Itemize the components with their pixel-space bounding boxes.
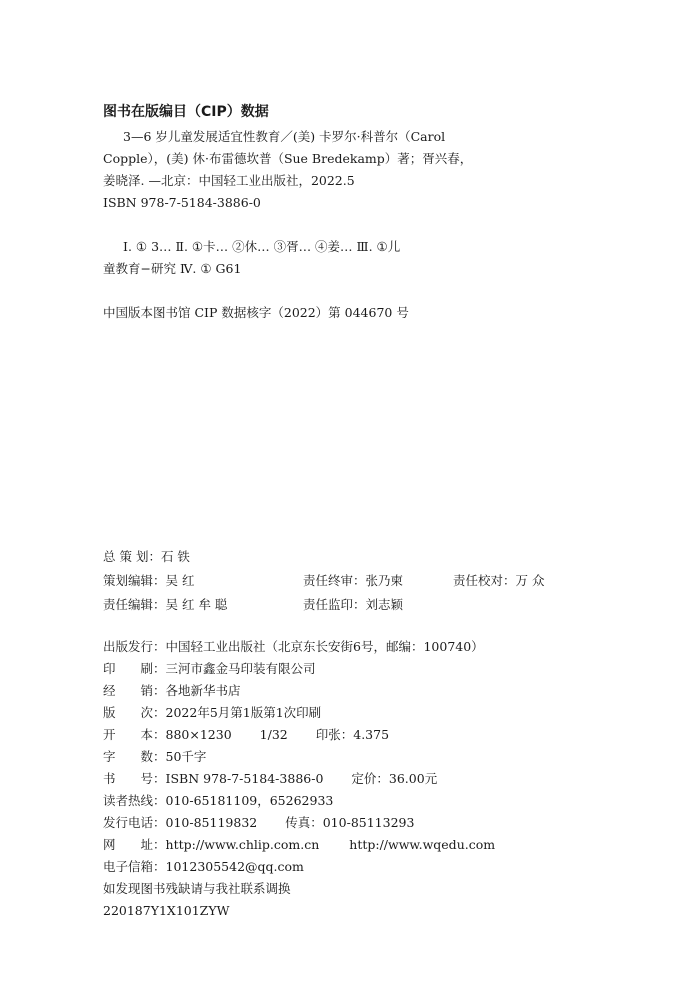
sales-phone-label: 发行电话： xyxy=(103,815,166,830)
website-link-2: http://www.wqedu.com xyxy=(349,837,496,852)
isbn-row xyxy=(103,770,437,788)
printer-label: 印 刷： xyxy=(103,661,166,676)
edition-value: 2022年5月第1版第1次印刷 xyxy=(165,705,322,720)
word-count-row xyxy=(103,748,206,766)
credits-row-2 xyxy=(103,572,583,590)
cip-record-line-2: Copple），(美) 休·布雷德坎普（Sue Bredekamp）著；胥兴春， xyxy=(103,151,473,166)
credits-row-3 xyxy=(103,596,583,614)
format-fraction: 1/32 xyxy=(259,727,288,742)
distributor-value: 各地新华书店 xyxy=(165,683,241,698)
printer-row xyxy=(103,660,316,678)
word-count-value: 50千字 xyxy=(165,749,207,764)
cip-isbn-line: ISBN 978-7-5184-3886-0 xyxy=(103,195,261,210)
isbn-value: ISBN 978-7-5184-3886-0 xyxy=(165,771,324,786)
final-reviewer: 责任终审：张乃柬 xyxy=(303,573,404,588)
email-row xyxy=(103,858,304,876)
website-link-1: http://www.chlip.com.cn xyxy=(165,837,320,852)
printer-value: 三河市鑫金马印装有限公司 xyxy=(165,661,316,676)
edition-label: 版 次： xyxy=(103,705,166,720)
sales-phone-value: 010-85119832 xyxy=(165,815,258,830)
isbn-label: 书 号： xyxy=(103,771,166,786)
format-row xyxy=(103,726,389,744)
word-count-label: 字 数： xyxy=(103,749,166,764)
distributor-row xyxy=(103,682,241,700)
cip-classification-line-1: Ⅰ. ① 3… Ⅱ. ①卡… ②休… ③胥… ④姜… Ⅲ. ①儿 xyxy=(123,239,401,254)
cip-title: 图书在版编目（CIP）数据 xyxy=(103,104,269,120)
replacement-notice: 如发现图书残缺请与我社联系调换 xyxy=(103,881,291,896)
website-row xyxy=(103,836,495,854)
cip-record-line-1: 3—6 岁儿童发展适宜性教育／(美) 卡罗尔·科普尔（Carol xyxy=(123,129,446,144)
fax: 传真：010-85113293 xyxy=(285,815,415,830)
proofreader: 责任校对：万 众 xyxy=(453,573,545,588)
book-code: 220187Y1X101ZYW xyxy=(103,903,230,918)
print-sheets: 印张：4.375 xyxy=(315,727,390,742)
hotline-value: 010-65181109，65262933 xyxy=(165,793,334,808)
publisher-value: 中国轻工业出版社（北京东长安街6号，邮编：100740） xyxy=(165,639,484,654)
format-label: 开 本： xyxy=(103,727,166,742)
edition-row xyxy=(103,704,321,722)
format-value: 880×1230 xyxy=(165,727,232,742)
responsible-editor: 责任编辑：吴 红 牟 聪 xyxy=(103,597,228,612)
email-value: 1012305542@qq.com xyxy=(165,859,304,874)
distributor-label: 经 销： xyxy=(103,683,166,698)
hotline-label: 读者热线： xyxy=(103,793,166,808)
planning-editor: 策划编辑：吴 红 xyxy=(103,573,195,588)
publisher-row xyxy=(103,638,484,656)
price: 定价：36.00元 xyxy=(351,771,438,786)
website-label: 网 址： xyxy=(103,837,166,852)
email-label: 电子信箱： xyxy=(103,859,166,874)
cip-record-line-3: 姜晓泽. —北京：中国轻工业出版社，2022.5 xyxy=(103,173,355,188)
cip-classification-line-2: 童教育−研究 Ⅳ. ① G61 xyxy=(103,261,242,276)
cip-number: 中国版本图书馆 CIP 数据核字（2022）第 044670 号 xyxy=(103,305,409,320)
chief-planner: 总 策 划：石 铁 xyxy=(103,549,190,564)
hotline-row xyxy=(103,792,333,810)
credits-row-1 xyxy=(103,548,583,566)
sales-phone-row xyxy=(103,814,414,832)
print-supervisor: 责任监印：刘志颖 xyxy=(303,597,404,612)
publisher-label: 出版发行： xyxy=(103,639,166,654)
